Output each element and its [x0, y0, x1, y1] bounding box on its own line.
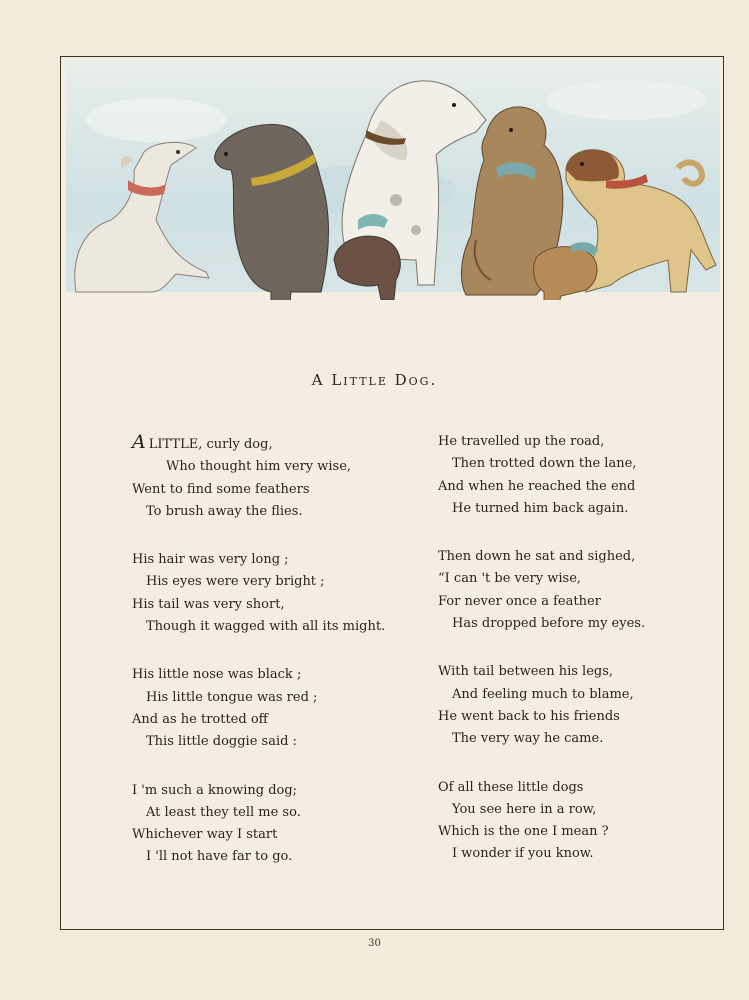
poem-line: He turned him back again.	[452, 500, 629, 516]
poem-line: His hair was very long ;	[132, 552, 289, 568]
poem-line: This little doggie said :	[146, 734, 297, 750]
stanza	[132, 780, 432, 869]
poem-column-left	[132, 431, 432, 895]
dropcap: A	[132, 431, 146, 453]
poem-line: His little tongue was red ;	[146, 689, 318, 705]
poem-line: With tail between his legs,	[438, 664, 614, 680]
poem-line-text: LITTLE, curly dog,	[148, 437, 273, 452]
poem-line: Who thought him very wise,	[166, 459, 352, 475]
poem-line: And feeling much to blame,	[452, 686, 634, 702]
poem-line: At least they tell me so.	[146, 804, 301, 820]
stanza	[438, 661, 738, 750]
poem-line: He went back to his friends	[438, 708, 620, 724]
poem-line: To brush away the flies.	[146, 503, 303, 519]
poem-line: And as he trotted off	[132, 711, 268, 727]
poem-line: I 'm such a knowing dog;	[132, 782, 298, 798]
poem-line: I wonder if you know.	[452, 846, 594, 862]
poem-line: His eyes were very bright ;	[146, 574, 325, 590]
stanza	[438, 546, 738, 635]
poem-line: And when he reached the end	[438, 478, 636, 494]
poem-line	[132, 431, 432, 456]
page-number: 30	[368, 938, 381, 949]
poem-line: Then down he sat and sighed,	[438, 549, 636, 565]
poem-line: “I can 't be very wise,	[438, 571, 582, 587]
poem-line: I 'll not have far to go.	[146, 849, 293, 865]
poem-line: You see here in a row,	[452, 801, 597, 817]
poem-column-right	[438, 431, 738, 892]
poem-line: The very way he came.	[452, 731, 604, 747]
poem-title: A Little Dog.	[311, 371, 438, 389]
stanza	[132, 549, 432, 638]
dogs-illustration	[66, 60, 720, 300]
poem-line: His tail was very short,	[132, 596, 285, 612]
stanza	[438, 431, 738, 520]
poem-line: Then trotted down the lane,	[452, 456, 637, 472]
poem-line: Of all these little dogs	[438, 779, 584, 795]
poem-line: Has dropped before my eyes.	[452, 616, 646, 632]
poem-line: Went to find some feathers	[132, 481, 310, 497]
poem-line: He travelled up the road,	[438, 434, 605, 449]
stanza	[438, 777, 738, 866]
stanza	[132, 431, 432, 523]
poem-line: For never once a feather	[438, 593, 601, 609]
stanza	[132, 664, 432, 753]
poem-line: Whichever way I start	[132, 827, 278, 843]
poem-line: Which is the one I mean ?	[438, 824, 609, 840]
poem-line: Though it wagged with all its might.	[146, 619, 386, 635]
poem-line: His little nose was black ;	[132, 667, 302, 683]
